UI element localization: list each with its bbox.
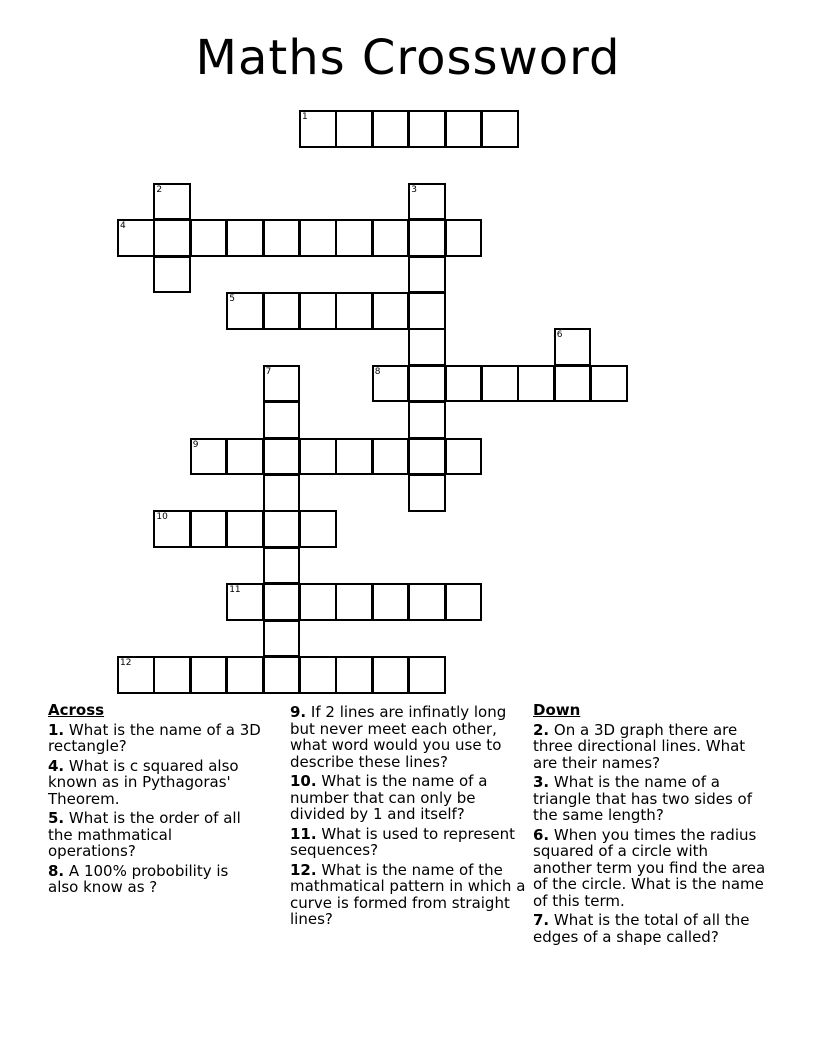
crossword-cell[interactable] (153, 219, 191, 257)
crossword-cell[interactable] (226, 219, 264, 257)
across-clue-list (48, 722, 263, 896)
clue-number: 10. (290, 772, 317, 790)
crossword-cell[interactable] (408, 256, 446, 294)
crossword-cell[interactable] (554, 328, 592, 366)
clue (290, 826, 530, 859)
crossword-cell[interactable] (372, 656, 410, 694)
clue (48, 758, 263, 808)
cell-number: 10 (156, 512, 168, 523)
crossword-cell[interactable] (153, 256, 191, 294)
crossword-cell[interactable] (408, 474, 446, 512)
crossword-cell[interactable] (372, 438, 410, 476)
clue-number: 2. (533, 720, 550, 739)
clue (533, 912, 768, 945)
cell-number: 8 (374, 366, 381, 377)
crossword-cell[interactable] (335, 656, 373, 694)
clue-text: On a 3D graph there are three directional lines. What are their names? (533, 720, 746, 772)
crossword-cell[interactable] (481, 110, 519, 148)
clue-text: What is the total of all the edges of a shape called? (533, 911, 750, 946)
clue-text: What is c squared also known as in Pythagoras' Theorem. (48, 756, 239, 808)
clue-text: What is used to represent sequences? (290, 824, 516, 859)
crossword-cell[interactable] (117, 219, 155, 257)
crossword-cell[interactable] (408, 328, 446, 366)
crossword-cell[interactable] (408, 656, 446, 694)
clues-column-2 (290, 704, 530, 931)
crossword-cell[interactable] (263, 474, 301, 512)
crossword-cell[interactable] (335, 110, 373, 148)
cell-number: 3 (411, 184, 417, 195)
clue (48, 863, 263, 896)
clue-text: If 2 lines are infinatly long but never meet each other, what word would you use to describe these lines? (290, 703, 507, 771)
crossword-cell[interactable] (408, 219, 446, 257)
crossword-cell[interactable] (153, 656, 191, 694)
clue-text: What is the order of all the mathmatical operations? (48, 809, 241, 860)
crossword-cell[interactable] (226, 292, 264, 330)
crossword-cell[interactable] (299, 438, 337, 476)
clue-number: 7. (533, 911, 550, 929)
crossword-cell[interactable] (590, 365, 628, 403)
crossword-cell[interactable] (226, 656, 264, 694)
crossword-cell[interactable] (263, 547, 301, 585)
clue (48, 810, 263, 860)
clue (290, 704, 530, 770)
crossword-cell[interactable] (190, 438, 228, 476)
crossword-cell[interactable] (372, 365, 410, 403)
crossword-cell[interactable] (117, 656, 155, 694)
clue-text: What is the name of a number that can only be divided by 1 and itself? (290, 772, 488, 823)
crossword-cell[interactable] (445, 583, 483, 621)
crossword-cell[interactable] (335, 292, 373, 330)
down-clue-list (533, 722, 768, 946)
crossword-cell[interactable] (481, 365, 519, 403)
across-clue-list-continued (290, 704, 530, 928)
crossword-cell[interactable] (153, 183, 191, 221)
crossword-cell[interactable] (299, 510, 337, 548)
clue-number: 12. (290, 860, 317, 879)
crossword-cell[interactable] (445, 365, 483, 403)
crossword-cell[interactable] (445, 438, 483, 476)
clue-text: What is the name of a 3D rectangle? (48, 720, 261, 755)
clue-number: 4. (48, 756, 65, 775)
crossword-cell[interactable] (335, 583, 373, 621)
clue (533, 774, 768, 824)
cell-number: 9 (192, 439, 199, 450)
crossword-cell[interactable] (445, 110, 483, 148)
cell-number: 6 (556, 330, 563, 341)
cell-number: 5 (229, 294, 235, 304)
clues-column-1 (48, 702, 263, 899)
cell-number: 7 (265, 366, 272, 377)
clue-text: What is the name of a triangle that has two sides of the same length? (533, 773, 752, 824)
clue-number: 6. (533, 825, 550, 844)
crossword-cell[interactable] (263, 620, 301, 658)
clue (533, 722, 768, 772)
crossword-cell[interactable] (408, 365, 446, 403)
clue (290, 862, 530, 928)
clue (533, 827, 768, 910)
crossword-cell[interactable] (408, 183, 446, 221)
clue-number: 8. (48, 861, 65, 880)
clue (48, 722, 263, 755)
crossword-cell[interactable] (408, 438, 446, 476)
crossword-cell[interactable] (190, 219, 228, 257)
crossword-cell[interactable] (263, 583, 301, 621)
down-heading: Down (533, 701, 581, 719)
crossword-cell[interactable] (263, 510, 301, 548)
crossword-cell[interactable] (263, 292, 301, 330)
clue-number: 1. (48, 720, 65, 739)
clue-text: What is the name of the mathmatical pattern in which a curve is formed from straight lines? (290, 860, 526, 928)
clue-number: 9. (290, 703, 307, 721)
clue-number: 5. (48, 809, 65, 827)
crossword-cell[interactable] (408, 110, 446, 148)
crossword-cell[interactable] (190, 510, 228, 548)
crossword-cell[interactable] (372, 219, 410, 257)
crossword-cell[interactable] (408, 292, 446, 330)
crossword-cell[interactable] (372, 110, 410, 148)
crossword-cell[interactable] (408, 401, 446, 439)
crossword-cell[interactable] (372, 583, 410, 621)
cell-number: 2 (156, 184, 163, 195)
crossword-cell[interactable] (299, 292, 337, 330)
crossword-cell[interactable] (445, 219, 483, 257)
crossword-cell[interactable] (299, 219, 337, 257)
crossword-cell[interactable] (299, 110, 337, 148)
crossword-cell[interactable] (299, 656, 337, 694)
crossword-cell[interactable] (226, 438, 264, 476)
clue-number: 3. (533, 773, 550, 791)
crossword-cell[interactable] (372, 292, 410, 330)
clues-column-3 (533, 702, 768, 948)
crossword-cell[interactable] (554, 365, 592, 403)
crossword-cell[interactable] (263, 365, 301, 403)
clue-text: When you times the radius squared of a circle with another term you find the area of the circle. What is the name of this term. (533, 825, 766, 910)
clue-text: A 100% probobility is also know as ? (48, 861, 229, 896)
crossword-cell[interactable] (335, 438, 373, 476)
clue-number: 11. (290, 824, 317, 843)
crossword-cell[interactable] (408, 583, 446, 621)
crossword-cell[interactable] (263, 438, 301, 476)
across-heading: Across (48, 701, 105, 719)
cell-number: 11 (229, 585, 241, 596)
crossword-cell[interactable] (226, 510, 264, 548)
cell-number: 12 (120, 658, 132, 668)
crossword-cell[interactable] (263, 656, 301, 694)
crossword-cell[interactable] (263, 219, 301, 257)
crossword-cell[interactable] (335, 219, 373, 257)
cell-number: 1 (302, 112, 308, 122)
crossword-cell[interactable] (263, 401, 301, 439)
crossword-cell[interactable] (153, 510, 191, 548)
cell-number: 4 (120, 221, 126, 232)
crossword-cell[interactable] (190, 656, 228, 694)
crossword-cell[interactable] (299, 583, 337, 621)
crossword-cell[interactable] (517, 365, 555, 403)
page-title: Maths Crossword (195, 30, 621, 86)
clue (290, 773, 530, 823)
crossword-cell[interactable] (226, 583, 264, 621)
